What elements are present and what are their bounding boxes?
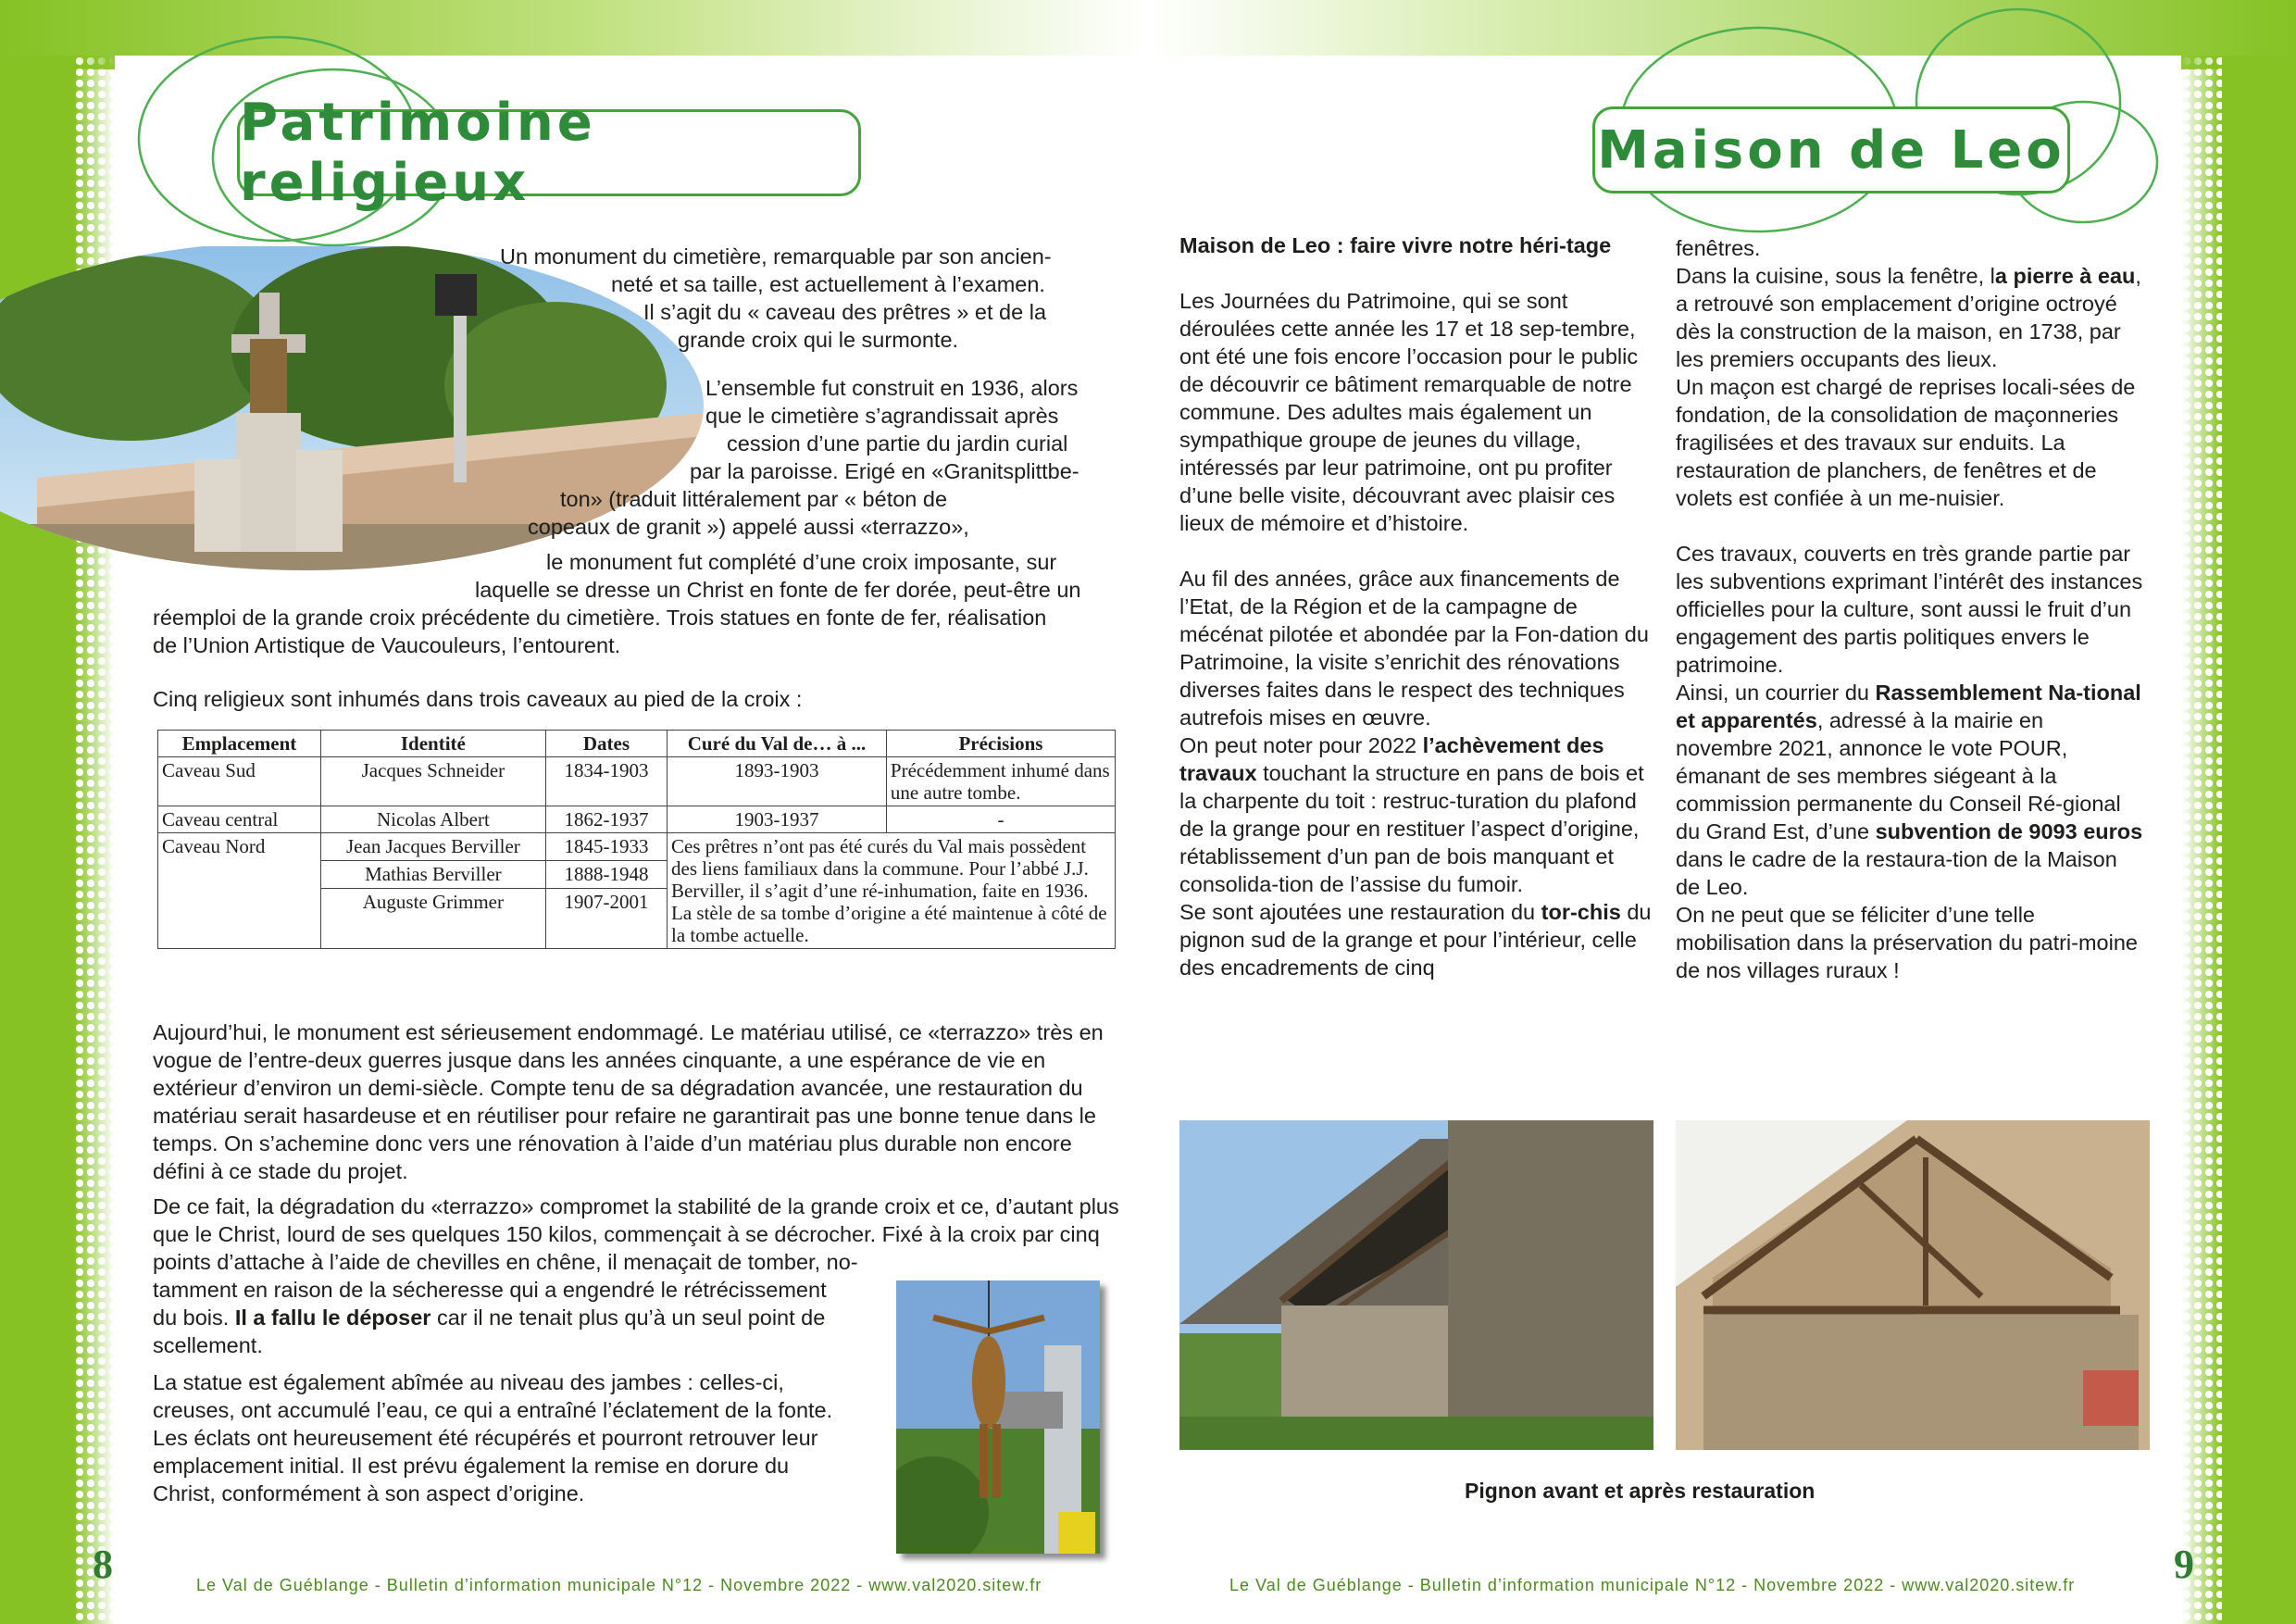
- table-cell: Ces prêtres n’ont pas été curés du Val mais possèdent des liens familiaux dans la commune. Pour l’abbé J.J. Berviller, il s’agit d’une ré-inhumation, faite en 1936. La stèle de sa tombe d’origine a été maintenue à côté de la tombe actuelle.: [668, 833, 1116, 949]
- intro-text: [500, 243, 1129, 541]
- table-cell: 1862-1937: [545, 806, 667, 833]
- text: car il ne tenait plus qu’à un seul point de: [436, 1305, 826, 1330]
- table-header: Emplacement: [158, 731, 321, 757]
- table-header: Identité: [320, 731, 545, 757]
- intro-line: copeaux de granit ») appelé aussi «terrazzo»,: [528, 515, 969, 539]
- paragraph-line: scellement.: [153, 1333, 263, 1357]
- table-header: Dates: [545, 731, 667, 757]
- paragraph: [1179, 898, 1657, 981]
- table-cell: Caveau Sud: [158, 757, 321, 806]
- paragraph-line: creuses, ont accumulé l’eau, ce qui a entraîné l’éclatement de la fonte.: [153, 1398, 833, 1422]
- page-number-right: 9: [2174, 1542, 2194, 1587]
- bold-text: subvention de 9093 euros: [1875, 819, 2143, 843]
- paragraph: Au fil des années, grâce aux financements de l’Etat, de la Région et de la campagne de mécénat pilotée et abondée par la Fon-dation du Patrimoine, la visite s’enrichit des rénovations diverses faites dans le respect des techniques autrefois mises en œuvre.: [1179, 567, 1649, 730]
- text: , a retrouvé son emplacement d’origine octroyé dès la construction de la maison, en 1738, par les premiers occupants des lieux.: [1676, 264, 2141, 371]
- paragraph-line: Christ, conformément à son aspect d’origine.: [153, 1481, 585, 1505]
- article-heading: [1179, 231, 1657, 259]
- intro-text-cont: [153, 548, 1134, 659]
- table-cell: Jacques Schneider: [320, 757, 545, 806]
- footer-left: Le Val de Guéblange - Bulletin d’information municipale N°12 - Novembre 2022 - www.val2020.sitew.fr: [196, 1576, 1042, 1594]
- text: On peut noter pour 2022: [1179, 733, 1417, 757]
- right-green-border: [2222, 56, 2296, 1624]
- left-page-title: Patrimoine religieux: [240, 93, 596, 213]
- intro-line: laquelle se dresse un Christ en fonte de fer dorée, peut-être un: [475, 578, 1081, 602]
- paragraph: fenêtres.: [1676, 236, 1761, 260]
- table-header-row: [158, 731, 1116, 757]
- gable-after-photo: [1676, 1120, 2150, 1450]
- text: du pignon sud de la grange et pour l’intérieur, celle des encadrements de cinq: [1179, 900, 1652, 980]
- table-cell: 1903-1937: [668, 806, 887, 833]
- right-column-2: [1676, 234, 2143, 984]
- paragraph: [1676, 679, 2143, 901]
- table-intro: Cinq religieux sont inhumés dans trois caveaux au pied de la croix :: [153, 687, 803, 711]
- table-cell: Jean Jacques Berviller: [320, 833, 545, 861]
- table-cell: -: [886, 806, 1115, 833]
- gable-before-photo: [1179, 1120, 1653, 1450]
- page-number-left: 8: [93, 1542, 113, 1587]
- table-row: [158, 806, 1116, 833]
- paragraph: [1179, 731, 1657, 898]
- intro-line: que le cimetière s’agrandissait après: [705, 404, 1059, 428]
- intro-line: grande croix qui le surmonte.: [678, 328, 959, 352]
- paragraph-line: Les éclats ont heureusement été récupérés et pourront retrouver leur: [153, 1426, 818, 1450]
- table-header: Curé du Val de… à ...: [668, 731, 887, 757]
- right-page-title-box: [1592, 106, 2070, 194]
- left-page-title-box: [237, 93, 861, 213]
- text: Dans la cuisine, sous la fenêtre, l: [1676, 264, 1995, 288]
- paragraph: On ne peut que se féliciter d’une telle mobilisation dans la préservation du patri-moine de nos villages ruraux !: [1676, 903, 2138, 982]
- intro-line: le monument fut complété d’une croix imposante, sur: [546, 550, 1057, 574]
- intro-line: par la paroisse. Erigé en «Granitsplittbe-: [690, 459, 1079, 483]
- intro-line: Un monument du cimetière, remarquable par son ancien-: [500, 244, 1052, 269]
- paragraph: Aujourd’hui, le monument est sérieusement endommagé. Le matériau utilisé, ce «terrazzo» très en vogue de l’entre-deux guerres jusque dans les années cinquante, a une espérance de vie en extérieur d’environ un demi-siècle. Compte tenu de sa dégradation avancée, une restauration du matériau serait hasardeuse et en réutiliser pour refaire ne garantirait pas une bonne tenue dans le temps. On s’achemine donc vers une rénovation à l’aide d’un matériau plus durable non encore défini à ce stade du projet.: [153, 1020, 1104, 1183]
- intro-line: Il s’agit du « caveau des prêtres » et de la: [643, 300, 1047, 324]
- intro-line: ton» (traduit littéralement par « béton de: [560, 487, 948, 511]
- text: Ainsi, un courrier du: [1676, 681, 1869, 705]
- intro-line: L’ensemble fut construit en 1936, alors: [705, 376, 1079, 400]
- paragraph: [1676, 262, 2143, 373]
- paragraph: Un maçon est chargé de reprises locali-sées de fondation, de la consolidation de maçonneries fragilisées et des travaux sur enduits. La restauration de planchers, de fenêtres et de volets est confiée à un me-nuisier.: [1676, 375, 2136, 510]
- table-cell: Caveau Nord: [158, 833, 321, 949]
- table-row: [158, 757, 1116, 806]
- table-cell: 1845-1933: [545, 833, 667, 861]
- photo-caption: Pignon avant et après restauration: [1465, 1479, 1816, 1503]
- bold-text: a pierre à eau: [1994, 264, 2136, 288]
- text: Se sont ajoutées une restauration du: [1179, 900, 1536, 924]
- text: , adressé à la mairie en novembre 2021, annonce le vote POUR, émanant de ses membres siégeant à la commission permanente du Conseil Ré-gional du Grand Est, d’une: [1676, 708, 2121, 843]
- table-cell: Mathias Berviller: [320, 861, 545, 889]
- bold-text: l’achèvement des travaux: [1179, 733, 1604, 785]
- christ-statue-photo: [896, 1280, 1100, 1554]
- paragraph: Ces travaux, couverts en très grande partie par les subventions exprimant l’intérêt des instances officielles pour la culture, sont aussi le fruit d’un engagement des partis politiques envers le patrimoine.: [1676, 542, 2143, 677]
- paragraph-line: emplacement initial. Il est prévu également la remise en dorure du: [153, 1454, 790, 1478]
- table-cell: 1893-1903: [668, 757, 887, 806]
- bold-text: tor-chis: [1541, 900, 1621, 924]
- right-page-title: Maison de Leo: [1597, 119, 2065, 181]
- paragraph: De ce fait, la dégradation du «terrazzo» compromet la stabilité de la grande croix et ce, d’autant plus que le Christ, lourd de ses quelques 150 kilos, commençait à se décrocher. Fixé à la croix par cinq points d’attache à l’aide de chevilles en chêne, il menaçait de tomber, no-: [153, 1194, 1119, 1274]
- right-column-1: [1179, 231, 1657, 981]
- intro-line: cession d’une partie du jardin curial: [727, 431, 1068, 456]
- intro-line: de l’Union Artistique de Vaucouleurs, l’entourent.: [153, 633, 621, 657]
- text: touchant la structure en pans de bois et la charpente du toit : restruc-turation du plafond de la grange pour en restituer l’aspect d’origine, rétablissement d’un pan de bois manquant et consolida-tion de l’assise du fumoir.: [1179, 761, 1644, 896]
- table-header: Précisions: [886, 731, 1115, 757]
- right-dot-pattern: [2181, 56, 2222, 1624]
- text: dans le cadre de la restaura-tion de la Maison de Leo.: [1676, 847, 2117, 899]
- paragraph-line: [153, 1304, 884, 1331]
- paragraph-wrap: [153, 1276, 884, 1507]
- table-cell: 1907-2001: [545, 889, 667, 949]
- table-cell: Auguste Grimmer: [320, 889, 545, 949]
- intro-line: neté et sa taille, est actuellement à l’examen.: [611, 272, 1045, 296]
- heading-text: Maison de Leo : faire vivre notre héri-tage: [1179, 233, 1612, 257]
- table-cell: Nicolas Albert: [320, 806, 545, 833]
- paragraph-line: tamment en raison de la sécheresse qui a engendré le rétrécissement: [153, 1278, 827, 1302]
- paragraph-line: La statue est également abîmée au niveau des jambes : celles-ci,: [153, 1370, 784, 1394]
- text: du bois.: [153, 1305, 230, 1330]
- table-row: [158, 833, 1116, 861]
- bold-text: Rassemblement Na-tional et apparentés: [1676, 681, 2141, 732]
- table-cell: Précédemment inhumé dans une autre tombe.: [886, 757, 1115, 806]
- table-cell: 1834-1903: [545, 757, 667, 806]
- intro-line: réemploi de la grande croix précédente du cimetière. Trois statues en fonte de fer, réalisation: [153, 606, 1047, 630]
- priests-table: [157, 730, 1116, 949]
- table-cell: Caveau central: [158, 806, 321, 833]
- footer-right: Le Val de Guéblange - Bulletin d’information municipale N°12 - Novembre 2022 - www.val2020.sitew.fr: [1229, 1576, 2076, 1594]
- paragraph: Les Journées du Patrimoine, qui se sont déroulées cette année les 17 et 18 sep-tembre, ont été une fois encore l’occasion pour le public de découvrir ce bâtiment remarquable de notre commune. Des adultes mais également un sympathique groupe de jeunes du village, intéressés par leur patrimoine, ont pu profiter d’une belle visite, découvrant avec plaisir ces lieux de mémoire et d’histoire.: [1179, 289, 1639, 535]
- bold-text: Il a fallu le déposer: [234, 1305, 431, 1330]
- table-cell: 1888-1948: [545, 861, 667, 889]
